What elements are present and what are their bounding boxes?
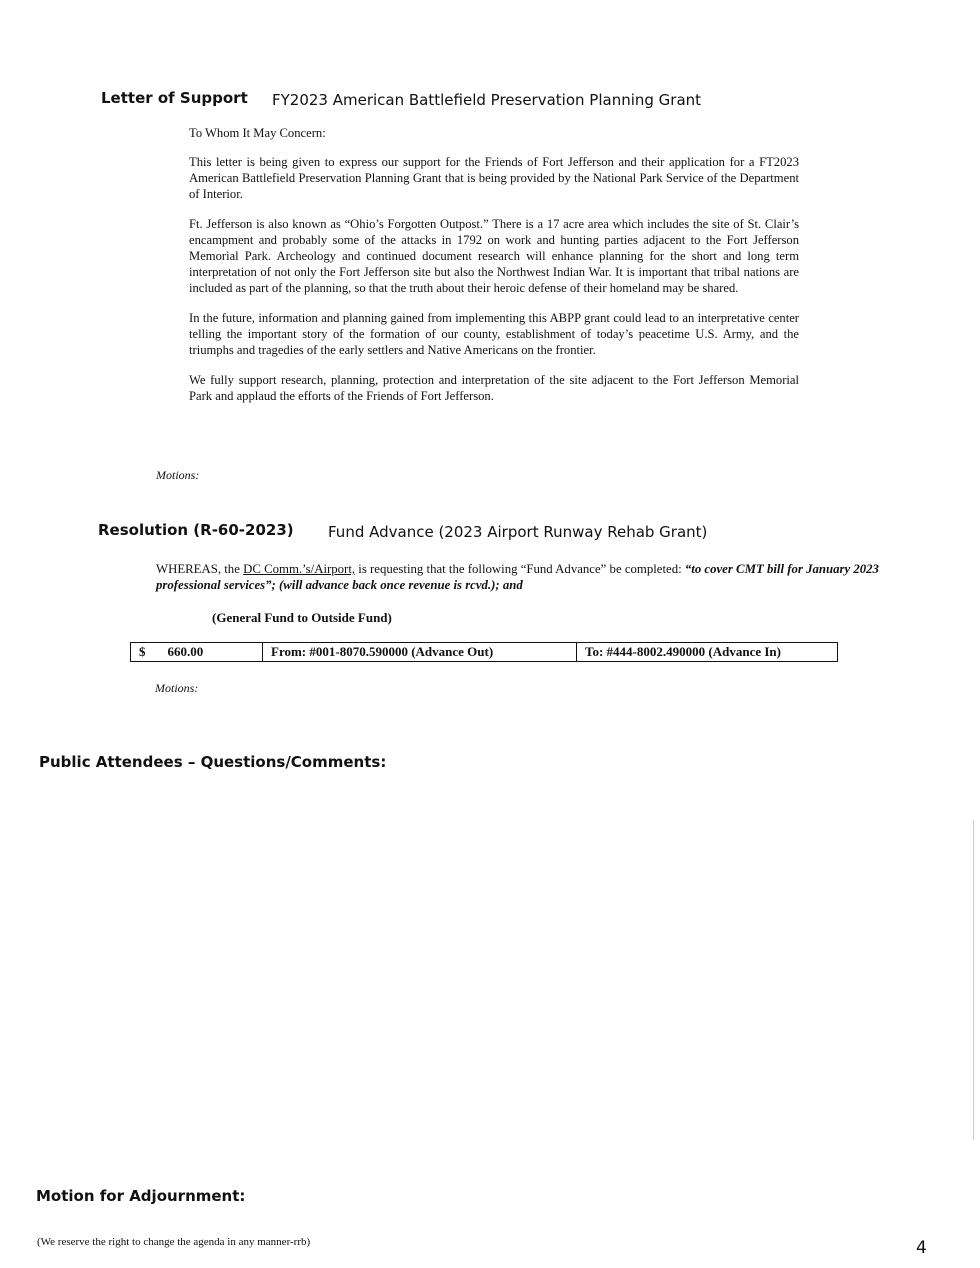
- page-number: 4: [916, 1238, 927, 1258]
- resolution-whereas: [156, 561, 901, 593]
- public-attendees-label: Public Attendees – Questions/Comments:: [39, 753, 387, 771]
- letter-paragraph-4: We fully support research, planning, protection and interpretation of the site adjacent to the Fort Jefferson Memorial Park and applaud the efforts of the Friends of Fort Jefferson.: [189, 373, 799, 403]
- letter-salutation: To Whom It May Concern:: [189, 126, 326, 140]
- fund-amount: 660.00: [167, 644, 204, 659]
- fund-from-cell: From: #001-8070.590000 (Advance Out): [263, 643, 577, 662]
- resolution-label: Resolution (R-60-2023): [98, 521, 294, 539]
- whereas-entity: DC Comm.’s/Airport,: [243, 562, 356, 576]
- fund-heading: (General Fund to Outside Fund): [212, 610, 392, 625]
- letter-paragraph-2: Ft. Jefferson is also known as “Ohio’s Forgotten Outpost.” There is a 17 acre area which includes the site of St. Clair’s encampment and probably some of the attacks in 1792 on work and hunting parties adjacent to the Fort Jefferson Memorial Park. Archeology and continued document research will enhance planning for the short and long term interpretation of not only the Fort Jefferson site but also the Northwest Indian War. It is important that tribal nations are included as part of the planning, so that the truth about their heroic defense of their homeland may be shared.: [189, 217, 799, 295]
- adjournment-label: Motion for Adjournment:: [36, 1187, 246, 1205]
- scan-edge-line: [973, 820, 974, 1140]
- whereas-prefix: WHEREAS, the: [156, 562, 244, 576]
- letter-body: [189, 125, 799, 404]
- fund-advance-row: [131, 643, 838, 662]
- resolution-title: Fund Advance (2023 Airport Runway Rehab Grant): [328, 523, 708, 541]
- letter-paragraph-1: This letter is being given to express our support for the Friends of Fort Jefferson and their application for a FT2023 American Battlefield Preservation Planning Grant that is being provided by the National Park Service of the Department of Interior.: [189, 155, 799, 201]
- fund-advance-table: [130, 642, 838, 662]
- currency-symbol: $: [139, 644, 146, 659]
- letter-motions-label: Motions:: [156, 468, 200, 482]
- footer-note: (We reserve the right to change the agenda in any manner-rrb): [37, 1236, 311, 1248]
- letter-of-support-label: Letter of Support: [101, 89, 248, 107]
- fund-amount-cell: [131, 643, 263, 662]
- whereas-middle: is requesting that the following “Fund Advance” be completed:: [355, 562, 685, 576]
- fund-to-cell: To: #444-8002.490000 (Advance In): [577, 643, 838, 662]
- letter-paragraph-3: In the future, information and planning gained from implementing this ABPP grant could lead to an interpretative center telling the important story of the formation of our county, establishment of today’s peacetime U.S. Army, and the triumphs and tragedies of the early settlers and Native Americans on the frontier.: [189, 311, 799, 357]
- resolution-motions-label: Motions:: [155, 681, 199, 695]
- letter-grant-title: FY2023 American Battlefield Preservation Planning Grant: [272, 91, 702, 109]
- whereas-quote: “to cover CMT bill for January 2023 professional services”; (will advance back once revenue is rcvd.); and: [156, 562, 879, 592]
